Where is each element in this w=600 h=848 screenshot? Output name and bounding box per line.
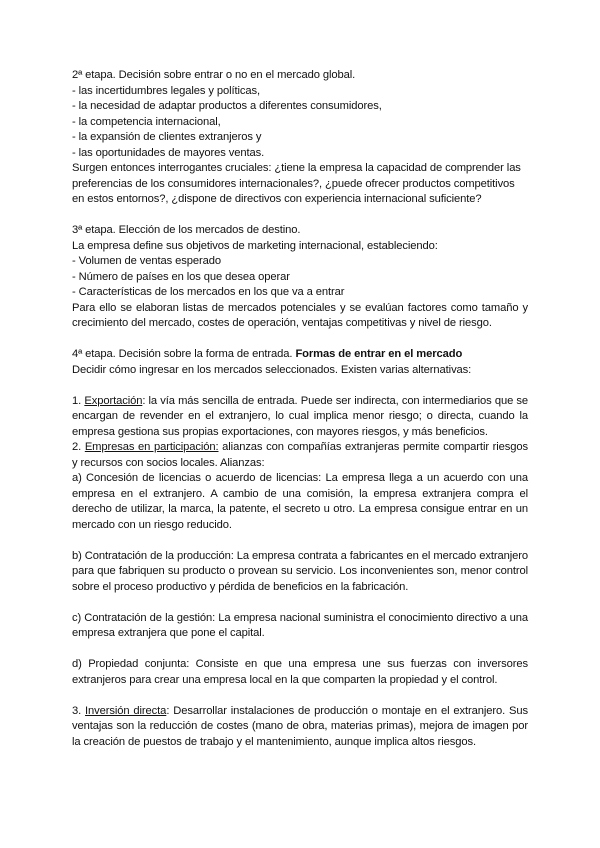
- investment-text: : Desarrollar instalaciones de producción o montaje en el extranjero. Sus ventajas son la reducción de costes (mano de obra, materias primas), mejora de imagen por la creación de puestos de trabajo y el mantenimiento, aunque implica altos riesgos.: [72, 704, 528, 748]
- stage3-item: - Número de países en los que desea operar: [72, 270, 290, 283]
- stage2-heading: 2ª etapa. Decisión sobre entrar o no en el mercado global.: [72, 69, 356, 81]
- stage3-intro: La empresa define sus objetivos de marketing internacional, estableciendo:: [72, 239, 438, 252]
- stage4-heading-text: 4ª etapa. Decisión sobre la forma de entrada.: [72, 348, 293, 360]
- option-production-contract: b) Contratación de la producción: La empresa contrata a fabricantes en el mercado extranjero para que fabriquen su producto o provean su servicio. Los inconvenientes son, menor control sobre el proceso productivo y pérdida de beneficios en la fabricación.: [72, 549, 528, 593]
- investment-term: Inversión directa: [85, 704, 167, 717]
- export-number: 1.: [72, 394, 85, 407]
- joint-term: Empresas en participación:: [84, 441, 219, 453]
- export-term: Exportación: [84, 394, 143, 407]
- export-paragraph: [72, 394, 528, 441]
- option-management-contract: c) Contratación de la gestión: La empresa nacional suministra el conocimiento directivo a una empresa extranjera que pone el capital.: [72, 611, 528, 639]
- option-joint-ownership: d) Propiedad conjunta: Consiste en que una empresa une sus fuerzas con inversores extranjeros para crear una empresa local en la que comparten la propiedad y el control.: [72, 658, 528, 686]
- joint-number: 2.: [72, 441, 85, 453]
- stage4-heading-bold: Formas de entrar en el mercado: [295, 348, 463, 360]
- stage2-item: - las oportunidades de mayores ventas.: [72, 146, 265, 159]
- stage2-item: - la competencia internacional,: [72, 115, 221, 128]
- option-licensing: a) Concesión de licencias o acuerdo de licencias: La empresa llega a un acuerdo con una empresa en el extranjero. A cambio de una comisión, la empresa extranjera compra el derecho de utilizar, la marca, la patente, el secreto u otro. La empresa consigue entrar en un mercado con un riesgo reducido.: [72, 472, 528, 531]
- stage2-item: - la necesidad de adaptar productos a diferentes consumidores,: [72, 100, 382, 112]
- stage3-heading: 3ª etapa. Elección de los mercados de destino.: [72, 224, 301, 236]
- joint-text: alianzas con compañías extranjeras permite compartir riesgos y recursos con socios locales. Alianzas:: [72, 441, 528, 469]
- document-page: [72, 68, 528, 750]
- investment-paragraph: [72, 704, 528, 751]
- stage4-intro: Decidir cómo ingresar en los mercados seleccionados. Existen varias alternativas:: [72, 363, 472, 376]
- export-text: : la vía más sencilla de entrada. Puede ser indirecta, con intermediarios que se encargan de revender en el extranjero, lo cual implica menor riesgo; o directa, cuando la empresa gestiona sus propias exportaciones, con mayores riesgos, y más beneficios.: [72, 394, 529, 438]
- stage2-paragraph: Surgen entonces interrogantes cruciales: ¿tiene la empresa la capacidad de comprender las preferencias de los consumidores internacionales?, ¿puede ofrecer productos competitivos en estos entornos?, ¿dispone de directivos con experiencia internacional suficiente?: [72, 162, 521, 205]
- joint-venture-paragraph: [72, 440, 528, 471]
- stage4-heading: [72, 347, 528, 363]
- stage3-paragraph: Para ello se elaboran listas de mercados potenciales y se evalúan factores como tamaño y crecimiento del mercado, costes de operación, ventajas competitivas y nivel de riesgo.: [72, 301, 528, 329]
- stage3-item: - Características de los mercados en los que va a entrar: [72, 286, 345, 298]
- investment-number: 3.: [72, 704, 86, 717]
- stage3-item: - Volumen de ventas esperado: [72, 255, 221, 267]
- stage2-item: - las incertidumbres legales y políticas,: [72, 84, 261, 97]
- stage2-item: - la expansión de clientes extranjeros y: [72, 131, 262, 143]
